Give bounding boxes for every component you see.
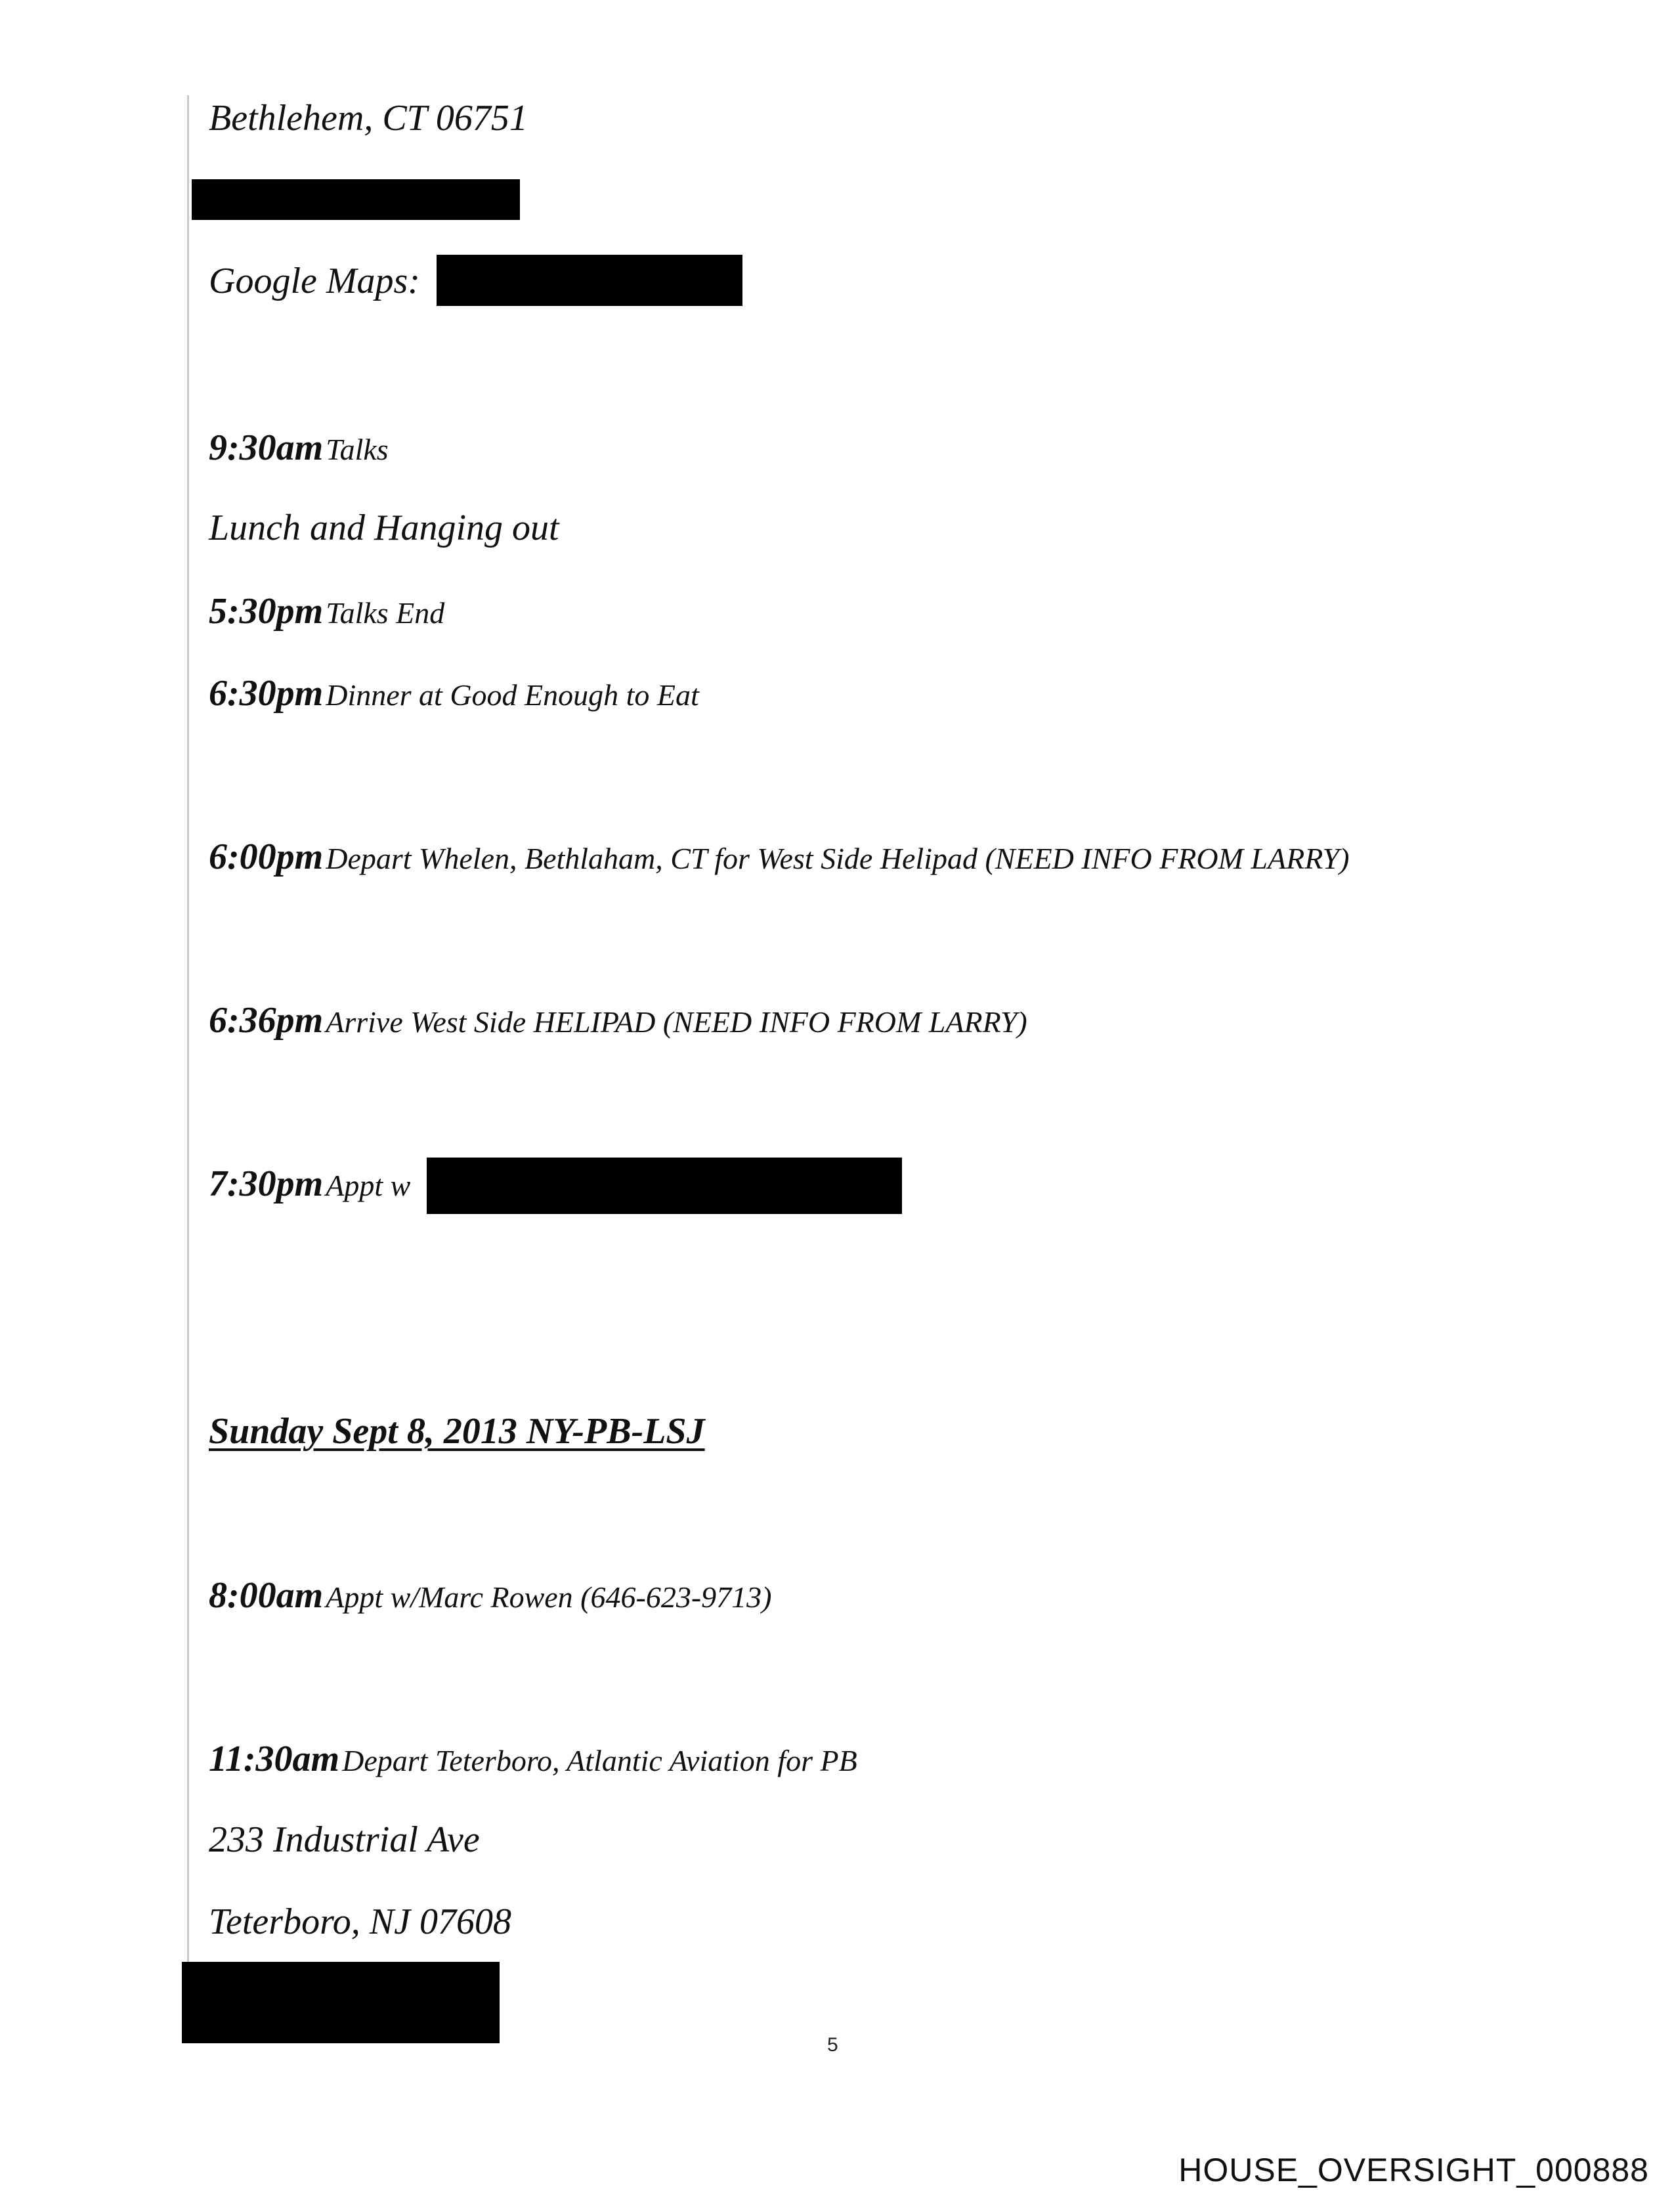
schedule-desc: Depart Whelen, Bethlaham, CT for West Side Helipad (NEED INFO FROM LARRY) (326, 842, 1350, 875)
redaction-box (182, 1962, 500, 2043)
address-street-line: 233 Industrial Ave (209, 1819, 480, 1860)
schedule-time: 6:30pm (209, 673, 324, 714)
schedule-time: 5:30pm (209, 591, 324, 632)
schedule-time: 6:36pm (209, 1000, 324, 1041)
schedule-item (209, 836, 1349, 878)
schedule-desc: Talks End (326, 596, 445, 630)
schedule-item (209, 427, 389, 469)
schedule-item (209, 1738, 857, 1780)
schedule-item: Lunch and Hanging out (209, 508, 559, 548)
schedule-desc: Depart Teterboro, Atlantic Aviation for PB (342, 1744, 857, 1777)
redaction-box (192, 179, 520, 220)
address-city-line: Teterboro, NJ 07608 (209, 1901, 511, 1942)
schedule-item (209, 672, 699, 714)
redaction-box (427, 1158, 902, 1214)
schedule-time: 9:30am (209, 427, 324, 468)
schedule-item (209, 1574, 771, 1616)
address-city-line: Bethlehem, CT 06751 (209, 98, 528, 139)
schedule-time: 6:00pm (209, 836, 324, 877)
left-margin-rule (187, 95, 189, 1966)
schedule-desc: Dinner at Good Enough to Eat (326, 678, 699, 712)
page-number: 5 (827, 2034, 838, 2056)
schedule-time: 7:30pm (209, 1163, 324, 1204)
schedule-item (209, 590, 444, 632)
schedule-desc: Appt w/Marc Rowen (646-623-9713) (326, 1580, 772, 1614)
bates-number: HOUSE_OVERSIGHT_000888 (1178, 2152, 1649, 2188)
schedule-time: 11:30am (209, 1739, 340, 1779)
schedule-desc: Appt w (326, 1169, 411, 1202)
day-heading: Sunday Sept 8, 2013 NY-PB-LSJ (209, 1411, 705, 1452)
schedule-time: 8:00am (209, 1575, 324, 1616)
google-maps-label: Google Maps: (209, 261, 420, 301)
schedule-desc: Arrive West Side HELIPAD (NEED INFO FROM LARRY) (326, 1005, 1027, 1039)
schedule-desc: Talks (326, 433, 389, 466)
schedule-item (209, 999, 1027, 1041)
redaction-box (437, 255, 742, 306)
schedule-item (209, 1163, 410, 1205)
